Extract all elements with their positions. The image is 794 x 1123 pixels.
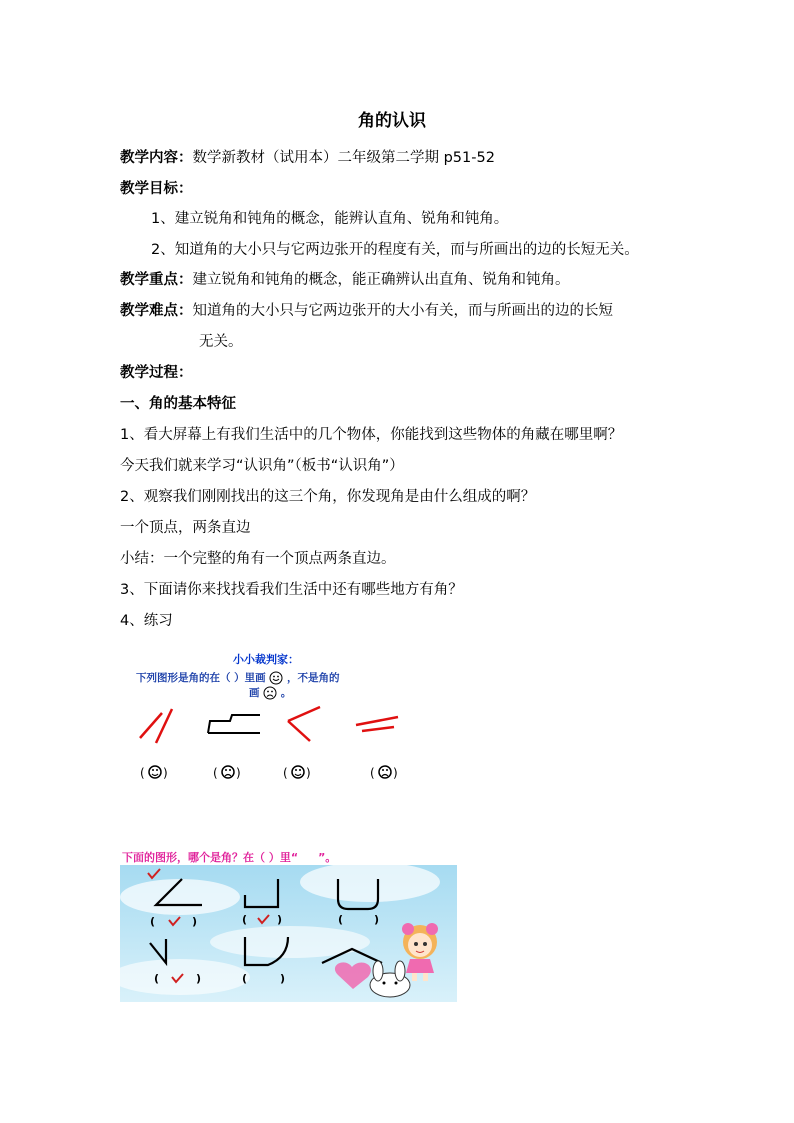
figure1-instruction-d: 。 xyxy=(280,687,292,699)
shape-step xyxy=(208,715,260,733)
shape-two-lines xyxy=(356,717,398,731)
svg-text:): ) xyxy=(236,766,241,780)
svg-text:): ) xyxy=(163,766,168,780)
page-title: 角的认识 xyxy=(358,111,426,131)
figure2-shapes xyxy=(120,847,457,1002)
answer-4-sad xyxy=(370,766,398,780)
answer-2-sad xyxy=(213,766,241,780)
item-4: 4、练习 xyxy=(120,613,173,629)
answer-3-happy xyxy=(283,766,311,780)
item-2c: 小结：一个完整的角有一个顶点两条直边。 xyxy=(120,551,396,567)
svg-text:): ) xyxy=(374,913,380,926)
figure1-instruction-a: 下列图形是角的在（ ）里画 xyxy=(136,672,266,684)
item-3: 3、下面请你来找找看我们生活中还有哪些地方有角？ xyxy=(120,582,463,598)
shape-angle-3 xyxy=(288,707,320,741)
svg-text:(: ( xyxy=(150,915,156,928)
figure1-instruction-c: 画 xyxy=(249,687,260,699)
exercise-figure-judge xyxy=(130,648,430,788)
item-1: 1、看大屏幕上有我们生活中的几个物体，你能找到这些物体的角藏在哪里啊？ xyxy=(120,427,623,443)
content-line xyxy=(120,146,495,167)
figure1-instruction-1 xyxy=(136,670,339,685)
girl-decoration xyxy=(402,923,438,981)
item-2b: 一个顶点，两条直边 xyxy=(120,520,251,536)
key-text: 建立锐角和钝角的概念，能正确辨认出直角、锐角和钝角。 xyxy=(192,272,570,288)
svg-text:(: ( xyxy=(242,972,248,985)
svg-text:): ) xyxy=(306,766,311,780)
difficulty-text: 知道角的大小只与它两边张开的大小有关，而与所画出的边的长短 xyxy=(192,303,613,319)
answer-1-happy xyxy=(140,766,168,780)
item-2: 2、观察我们刚刚找出的这三个角，你发现角是由什么组成的啊？ xyxy=(120,489,536,505)
content-text: 数学新教材（试用本）二年级第二学期 p51-52 xyxy=(192,150,495,166)
figure1-shapes xyxy=(130,703,430,788)
svg-text:): ) xyxy=(280,972,286,985)
check-icon xyxy=(258,915,269,923)
svg-text:(: ( xyxy=(370,766,375,780)
section-heading: 一、角的基本特征 xyxy=(120,396,236,412)
figure2-question-a: 下面的图形，哪个是角？在（ ）里“ xyxy=(122,851,299,864)
shape-r2-angle xyxy=(150,939,166,963)
difficulty-label: 教学难点： xyxy=(120,303,193,319)
goal-label: 教学目标： xyxy=(120,181,193,197)
svg-text:(: ( xyxy=(242,913,248,926)
check-icon xyxy=(172,974,183,982)
difficulty-text-cont: 无关。 xyxy=(199,334,243,350)
content-label: 教学内容： xyxy=(120,150,193,166)
sad-face-icon xyxy=(263,686,277,700)
difficulty-line xyxy=(120,299,613,320)
svg-text:(: ( xyxy=(154,972,160,985)
process-label: 教学过程： xyxy=(120,365,193,381)
key-point-line xyxy=(120,268,570,289)
goal-2: 2、知道角的大小只与它两边张开的程度有关，而与所画出的边的长短无关。 xyxy=(151,242,639,258)
svg-text:): ) xyxy=(277,913,283,926)
svg-text:): ) xyxy=(192,915,198,928)
figure1-instruction-2 xyxy=(249,685,291,700)
shape-r2-obtuse xyxy=(322,949,382,963)
check-icon xyxy=(169,917,180,925)
sample-check-icon xyxy=(148,869,160,878)
figure2-question-b: ”。 xyxy=(318,851,337,864)
svg-text:): ) xyxy=(393,766,398,780)
svg-text:(: ( xyxy=(338,913,344,926)
shape-r2-curve xyxy=(245,937,288,965)
exercise-figure-which-angle xyxy=(120,847,457,1002)
svg-text:(: ( xyxy=(283,766,288,780)
goal-1: 1、建立锐角和钝角的概念，能辨认直角、锐角和钝角。 xyxy=(151,211,509,227)
shape-r1-u xyxy=(338,879,378,909)
key-label: 教学重点： xyxy=(120,272,193,288)
shape-r1-angle xyxy=(156,879,202,905)
bunny-decoration xyxy=(370,961,410,997)
item-1b: 今天我们就来学习“认识角”（板书“认识角”） xyxy=(120,458,404,474)
happy-face-icon xyxy=(269,671,283,685)
shape-angle-1 xyxy=(140,709,172,743)
shape-r1-corner xyxy=(245,879,278,907)
svg-text:): ) xyxy=(196,972,202,985)
svg-text:(: ( xyxy=(213,766,218,780)
heart-decoration xyxy=(335,962,371,989)
svg-text:(: ( xyxy=(140,766,145,780)
figure1-title: 小小裁判家： xyxy=(233,653,299,666)
figure1-instruction-b: ，不是角的 xyxy=(286,672,340,684)
